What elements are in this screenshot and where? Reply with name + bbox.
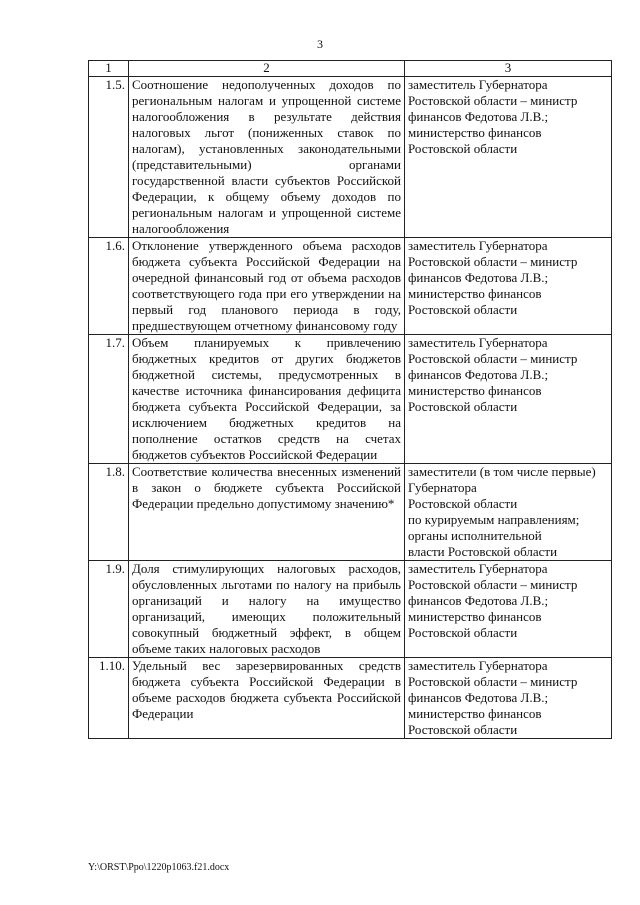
indicator-text: Соответствие количества внесенных изменений в закон о бюджете субъекта Российской Федерации предельно допустимому значению* bbox=[129, 464, 405, 561]
table-row bbox=[89, 464, 612, 561]
row-number: 1.6. bbox=[89, 238, 129, 335]
row-number: 1.9. bbox=[89, 561, 129, 658]
table-row bbox=[89, 335, 612, 464]
responsible-text: заместители (в том числе первые) Губернатора Ростовской области по курируемым направлениям; органы исполнительной власти Ростовской области bbox=[405, 464, 612, 561]
document-file-path: Y:\ORST\Ppo\1220p1063.f21.docx bbox=[88, 862, 230, 873]
row-number: 1.7. bbox=[89, 335, 129, 464]
responsible-text: заместитель Губернатора Ростовской области – министр финансов Федотова Л.В.; министерство финансов Ростовской области bbox=[405, 77, 612, 238]
column-header-2: 2 bbox=[129, 61, 405, 77]
indicator-text: Объем планируемых к привлечению бюджетных кредитов от других бюджетов бюджетной системы, предусмотренных в качестве источника финансирования дефицита бюджета субъекта Российской Федерации, за исключением бюджетных кредитов на пополнение остатков средств на счетах бюджетов субъектов Российской Федерации bbox=[129, 335, 405, 464]
row-number: 1.8. bbox=[89, 464, 129, 561]
table-row bbox=[89, 658, 612, 739]
row-number: 1.10. bbox=[89, 658, 129, 739]
responsible-text: заместитель Губернатора Ростовской области – министр финансов Федотова Л.В.; министерство финансов Ростовской области bbox=[405, 658, 612, 739]
indicator-text: Соотношение недополученных доходов по региональным налогам и упрощенной системе налогообложения в результате действия налоговых льгот (пониженных ставок по налогам), установленных законодательными (представительными) органами государственной власти субъектов Российской Федерации, к общему объему доходов по региональным налогам и упрощенной системе налогообложения bbox=[129, 77, 405, 238]
responsible-text: заместитель Губернатора Ростовской области – министр финансов Федотова Л.В.; министерство финансов Ростовской области bbox=[405, 561, 612, 658]
responsible-text: заместитель Губернатора Ростовской области – министр финансов Федотова Л.В.; министерство финансов Ростовской области bbox=[405, 238, 612, 335]
table-header-row bbox=[89, 61, 612, 77]
indicator-text: Удельный вес зарезервированных средств бюджета субъекта Российской Федерации в объеме расходов бюджета субъекта Российской Федерации bbox=[129, 658, 405, 739]
page-number: 3 bbox=[317, 37, 323, 51]
row-number: 1.5. bbox=[89, 77, 129, 238]
indicator-text: Отклонение утвержденного объема расходов бюджета субъекта Российской Федерации на очередной финансовый год от объема расходов соответствующего года при его утверждении на первый год планового периода в году, предшествующем отчетному финансовому году bbox=[129, 238, 405, 335]
indicator-text: Доля стимулирующих налоговых расходов, обусловленных льготами по налогу на прибыль организаций и налогу на имущество организаций, имеющих положительный совокупный бюджетный эффект, в общем объеме таких налоговых расходов bbox=[129, 561, 405, 658]
responsible-text: заместитель Губернатора Ростовской области – министр финансов Федотова Л.В.; министерство финансов Ростовской области bbox=[405, 335, 612, 464]
table-row bbox=[89, 77, 612, 238]
column-header-3: 3 bbox=[405, 61, 612, 77]
indicators-table bbox=[88, 60, 612, 739]
table-row bbox=[89, 561, 612, 658]
table-row bbox=[89, 238, 612, 335]
column-header-1: 1 bbox=[89, 61, 129, 77]
